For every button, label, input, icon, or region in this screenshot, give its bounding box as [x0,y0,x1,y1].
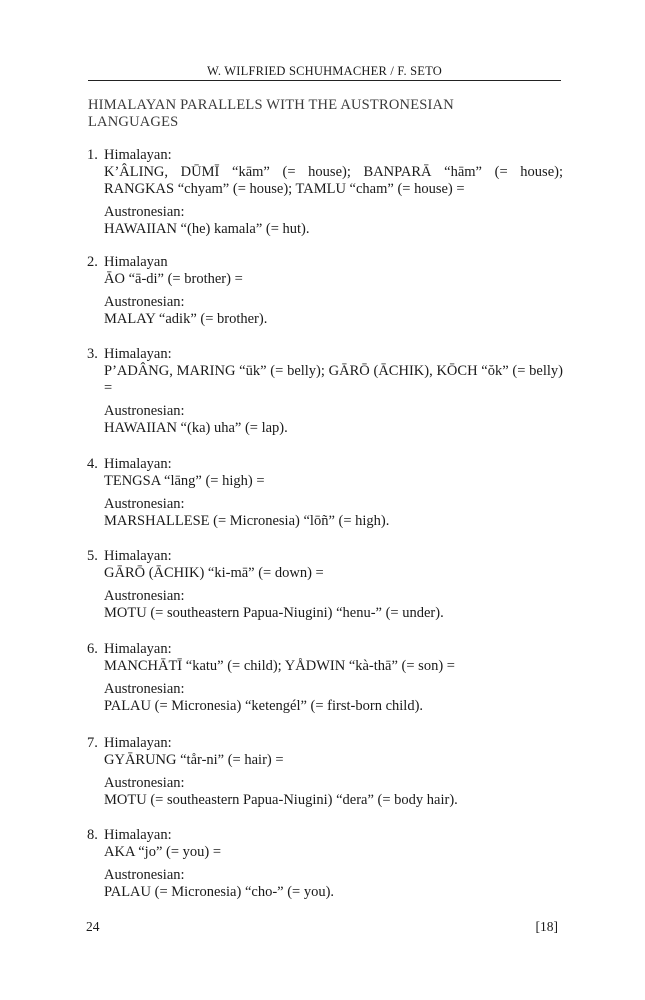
entry-1 [87,147,563,238]
austronesian-label: Austronesian: [104,403,185,419]
himalayan-text: K’ÂLING, DŪMĪ “kām” (= house); BANPARĀ “hām” (= house); RANGKAS “chyam” (= house); TAMLU “cham” (= house) = [104,164,563,197]
himalayan-text: MANCHĀTĪ “katu” (= child); YÅDWIN “kà-thā” (= son) = [104,658,455,674]
austronesian-text: HAWAIIAN “(ka) uha” (= lap). [104,420,288,436]
himalayan-label: Himalayan [104,254,168,270]
austronesian-text: PALAU (= Micronesia) “cho-” (= you). [104,884,335,900]
entry-6 [87,641,563,715]
entry-2 [87,254,563,328]
himalayan-label: Himalayan: [104,827,172,843]
himalayan-label: Himalayan: [104,346,172,362]
entry-number: 3. [87,346,98,362]
entry-number: 6. [87,641,98,657]
entry-number: 4. [87,456,98,472]
himalayan-text: TENGSA “lāng” (= high) = [104,473,265,489]
entry-number: 5. [87,548,98,564]
himalayan-text: GĀRŌ (ĀCHIK) “ki-mā” (= down) = [104,565,324,581]
page-number: 24 [86,919,100,934]
austronesian-label: Austronesian: [104,588,185,604]
himalayan-label: Himalayan: [104,735,172,751]
entry-7 [87,735,563,809]
austronesian-text: MOTU (= southeastern Papua-Niugini) “dera” (= body hair). [104,792,458,808]
austronesian-text: MALAY “adik” (= brother). [104,311,268,327]
himalayan-label: Himalayan: [104,147,172,163]
austronesian-text: PALAU (= Micronesia) “ketengél” (= first-born child). [104,698,424,714]
austronesian-text: MARSHALLESE (= Micronesia) “lōñ” (= high). [104,513,390,529]
entry-3 [87,346,563,437]
himalayan-text: P’ADÂNG, MARING “ūk” (= belly); GĀRŌ (ĀCHIK), KŌCH “ŏk” (= belly) = [104,363,563,396]
entry-number: 7. [87,735,98,751]
header-rule [88,80,561,81]
himalayan-label: Himalayan: [104,641,172,657]
himalayan-text: AKA “jo” (= you) = [104,844,222,860]
austronesian-label: Austronesian: [104,496,185,512]
entry-5 [87,548,563,622]
himalayan-label: Himalayan: [104,548,172,564]
entry-4 [87,456,563,530]
running-head: W. WILFRIED SCHUHMACHER / F. SETO [207,64,442,78]
austronesian-label: Austronesian: [104,867,185,883]
entry-number: 8. [87,827,98,843]
himalayan-text: GYĀRUNG “tår-ni” (= hair) = [104,752,284,768]
austronesian-label: Austronesian: [104,681,185,697]
entry-number: 1. [87,147,98,163]
austronesian-text: MOTU (= southeastern Papua-Niugini) “henu-” (= under). [104,605,444,621]
austronesian-label: Austronesian: [104,204,185,220]
section-title: HIMALAYAN PARALLELS WITH THE AUSTRONESIAN LANGUAGES [88,97,454,130]
entry-number: 2. [87,254,98,270]
austronesian-text: HAWAIIAN “(he) kamala” (= hut). [104,221,310,237]
entry-8 [87,827,563,901]
himalayan-label: Himalayan: [104,456,172,472]
austronesian-label: Austronesian: [104,775,185,791]
himalayan-text: ĀO “ā-di” (= brother) = [104,271,243,287]
austronesian-label: Austronesian: [104,294,185,310]
bracket-page-number: [18] [535,919,558,934]
